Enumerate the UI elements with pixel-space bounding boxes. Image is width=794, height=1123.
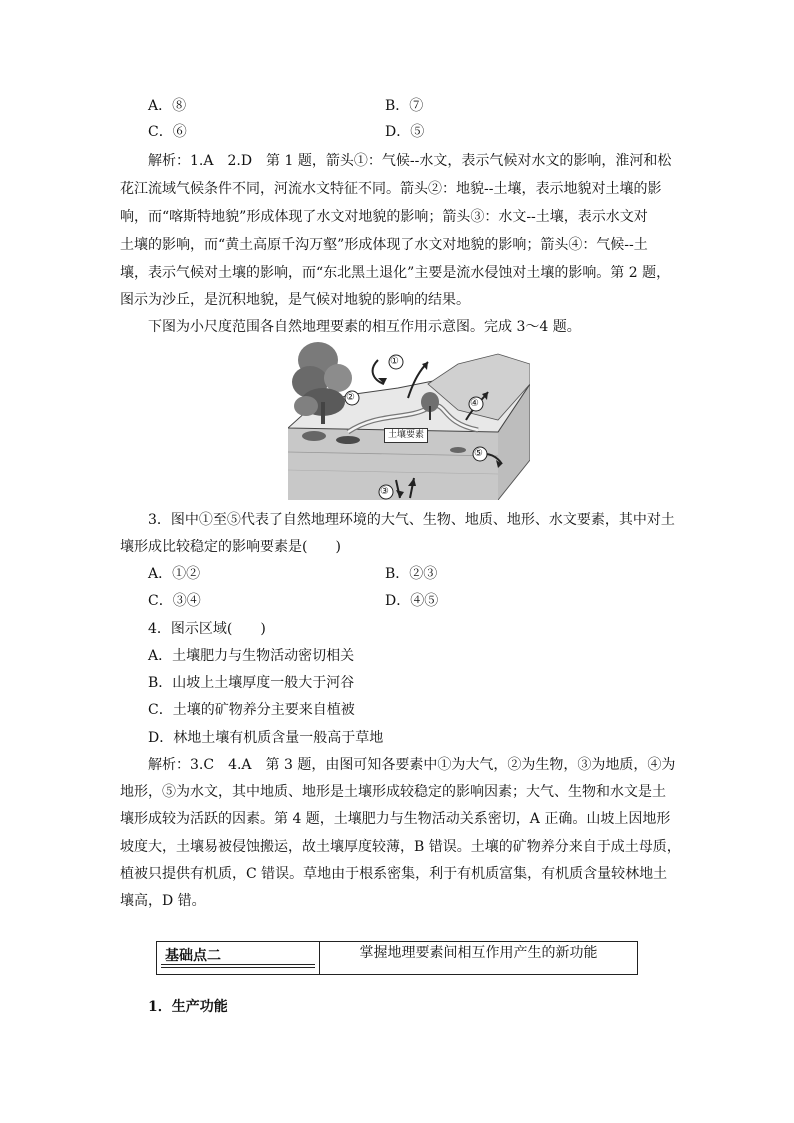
mark-3: ③ [380, 486, 389, 497]
q3-option-a: A．①② [148, 566, 201, 582]
analysis-1-2-line: 壤，表示气候对土壤的影响，而“东北黑土退化”主要是流水侵蚀对土壤的影响。第 2 题， [120, 265, 671, 281]
mark-2: ② [346, 392, 355, 403]
q2-option-d: D．⑤ [385, 124, 425, 140]
analysis-3-4-line: 解析：3.C 4.A 第 3 题，由图可知各要素中①为大气，②为生物，③为地质，④为 [148, 757, 676, 773]
q4-stem: 4．图示区域( ) [148, 621, 266, 637]
subheading: 1．生产功能 [148, 999, 228, 1015]
section-label-underline [161, 964, 315, 965]
q4-option-d: D．林地土壤有机质含量一般高于草地 [148, 730, 384, 746]
soil-element-label: 土壤要素 [384, 428, 428, 443]
analysis-1-2-line: 土壤的影响，而“黄土高原千沟万壑”形成体现了水文对地貌的影响；箭头④：气候--土 [120, 237, 648, 253]
section-title: 掌握地理要素间相互作用产生的新功能 [359, 945, 598, 961]
section-header-box [156, 941, 638, 975]
q3-option-b: B．②③ [385, 566, 438, 582]
section-label-underline [161, 967, 315, 968]
intro-3-4: 下图为小尺度范围各自然地理要素的相互作用示意图。完成 3～4 题。 [148, 319, 581, 335]
q2-option-a: A．⑧ [148, 98, 187, 114]
q3-option-c: C．③④ [148, 593, 201, 609]
analysis-3-4-line: 坡度大，土壤易被侵蚀搬运，故土壤厚度较薄，B 错误。土壤的矿物养分来自于成土母质， [120, 839, 681, 855]
q4-option-a: A．土壤肥力与生物活动密切相关 [148, 648, 355, 664]
analysis-3-4-line: 壤形成较为活跃的因素。第 4 题，土壤肥力与生物活动关系密切，A 正确。山坡上因地形 [120, 811, 671, 827]
analysis-3-4-line: 植被只提供有机质，C 错误。草地由于根系密集，利于有机质富集，有机质含量较林地土 [120, 866, 668, 882]
q2-option-c: C．⑥ [148, 124, 187, 140]
analysis-1-2-line: 图示为沙丘，是沉积地貌，是气候对地貌的影响的结果。 [120, 292, 470, 308]
mark-5: ⑤ [474, 448, 483, 459]
analysis-1-2-line: 响，而“喀斯特地貌”形成体现了水文对地貌的影响；箭头③：水文--土壤，表示水文对 [120, 209, 648, 225]
mark-1: ① [390, 356, 399, 367]
section-label: 基础点二 [165, 948, 221, 964]
mark-4: ④ [470, 398, 479, 409]
analysis-3-4-line: 壤高，D 错。 [120, 893, 206, 909]
q3-stem: 3．图中①至⑤代表了自然地理环境的大气、生物、地质、地形、水文要素，其中对土 [148, 512, 675, 528]
landscape-illustration [288, 340, 530, 500]
soil-interaction-figure [288, 340, 530, 500]
q3-option-d: D．④⑤ [385, 593, 439, 609]
analysis-1-2-line: 花江流域气候条件不同，河流水文特征不同。箭头②：地貌--土壤，表示地貌对土壤的影 [120, 181, 662, 197]
q4-option-c: C．土壤的矿物养分主要来自植被 [148, 702, 355, 718]
q3-stem-cont: 壤形成比较稳定的影响要素是( ) [120, 539, 341, 555]
analysis-1-2-line: 解析：1.A 2.D 第 1 题，箭头①：气候--水文，表示气候对水文的影响，淮河和松 [148, 153, 672, 169]
q2-option-b: B．⑦ [385, 98, 424, 114]
q4-option-b: B．山坡上土壤厚度一般大于河谷 [148, 675, 355, 691]
analysis-3-4-line: 地形，⑤为水文，其中地质、地形是土壤形成较稳定的影响因素；大气、生物和水文是土 [120, 784, 666, 800]
section-label-cell [157, 942, 320, 974]
